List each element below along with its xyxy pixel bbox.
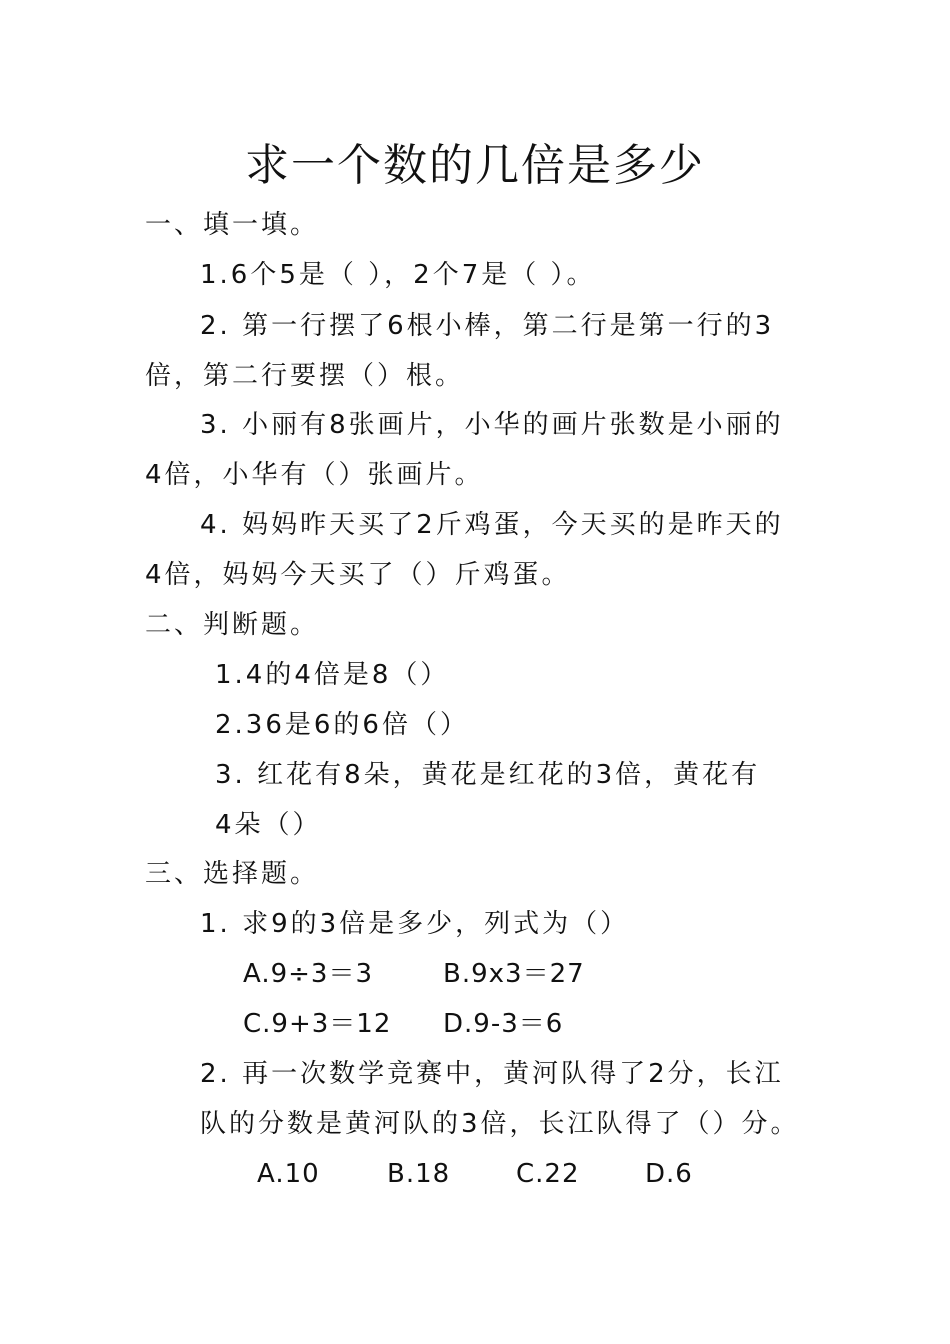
option-a: A.10 xyxy=(257,1159,320,1189)
option-a: A.9÷3＝3 xyxy=(243,959,374,989)
section2-q2: 2.36是6的6倍（） xyxy=(215,710,469,740)
section1-q3-line1: 3. 小丽有8张画片，小华的画片张数是小丽的 xyxy=(200,410,784,440)
section3-q1: 1. 求9的3倍是多少，列式为（） xyxy=(200,909,630,939)
option-b: B.18 xyxy=(387,1159,451,1189)
section1-q2-line1: 2. 第一行摆了6根小棒，第二行是第一行的3 xyxy=(200,311,775,341)
section2-q1: 1.4的4倍是8（） xyxy=(215,660,450,690)
option-d: D.9-3＝6 xyxy=(443,1009,564,1039)
section1-heading: 一、填一填。 xyxy=(145,210,320,240)
section3-q2-line2: 队的分数是黄河队的3倍，长江队得了（）分。 xyxy=(200,1109,800,1139)
option-d: D.6 xyxy=(645,1159,693,1189)
option-c: C.9+3＝12 xyxy=(243,1009,392,1039)
section3-heading: 三、选择题。 xyxy=(145,859,320,889)
page-title: 求一个数的几倍是多少 xyxy=(245,140,705,191)
section2-q3-line1: 3. 红花有8朵，黄花是红花的3倍，黄花有 xyxy=(215,760,761,790)
section1-q1: 1.6个5是（ ），2个7是（ ）。 xyxy=(200,260,596,290)
option-c: C.22 xyxy=(516,1159,580,1189)
section1-q4-line2: 4倍，妈妈今天买了（）斤鸡蛋。 xyxy=(145,560,571,590)
section2-q3-line2: 4朵（） xyxy=(215,810,322,840)
option-b: B.9x3＝27 xyxy=(443,959,585,989)
section1-q2-line2: 倍，第二行要摆（）根。 xyxy=(145,361,465,391)
section3-q2-line1: 2. 再一次数学竞赛中，黄河队得了2分，长江 xyxy=(200,1059,784,1089)
section2-heading: 二、判断题。 xyxy=(145,610,320,640)
section1-q3-line2: 4倍，小华有（）张画片。 xyxy=(145,460,484,490)
section1-q4-line1: 4. 妈妈昨天买了2斤鸡蛋，今天买的是昨天的 xyxy=(200,510,784,540)
